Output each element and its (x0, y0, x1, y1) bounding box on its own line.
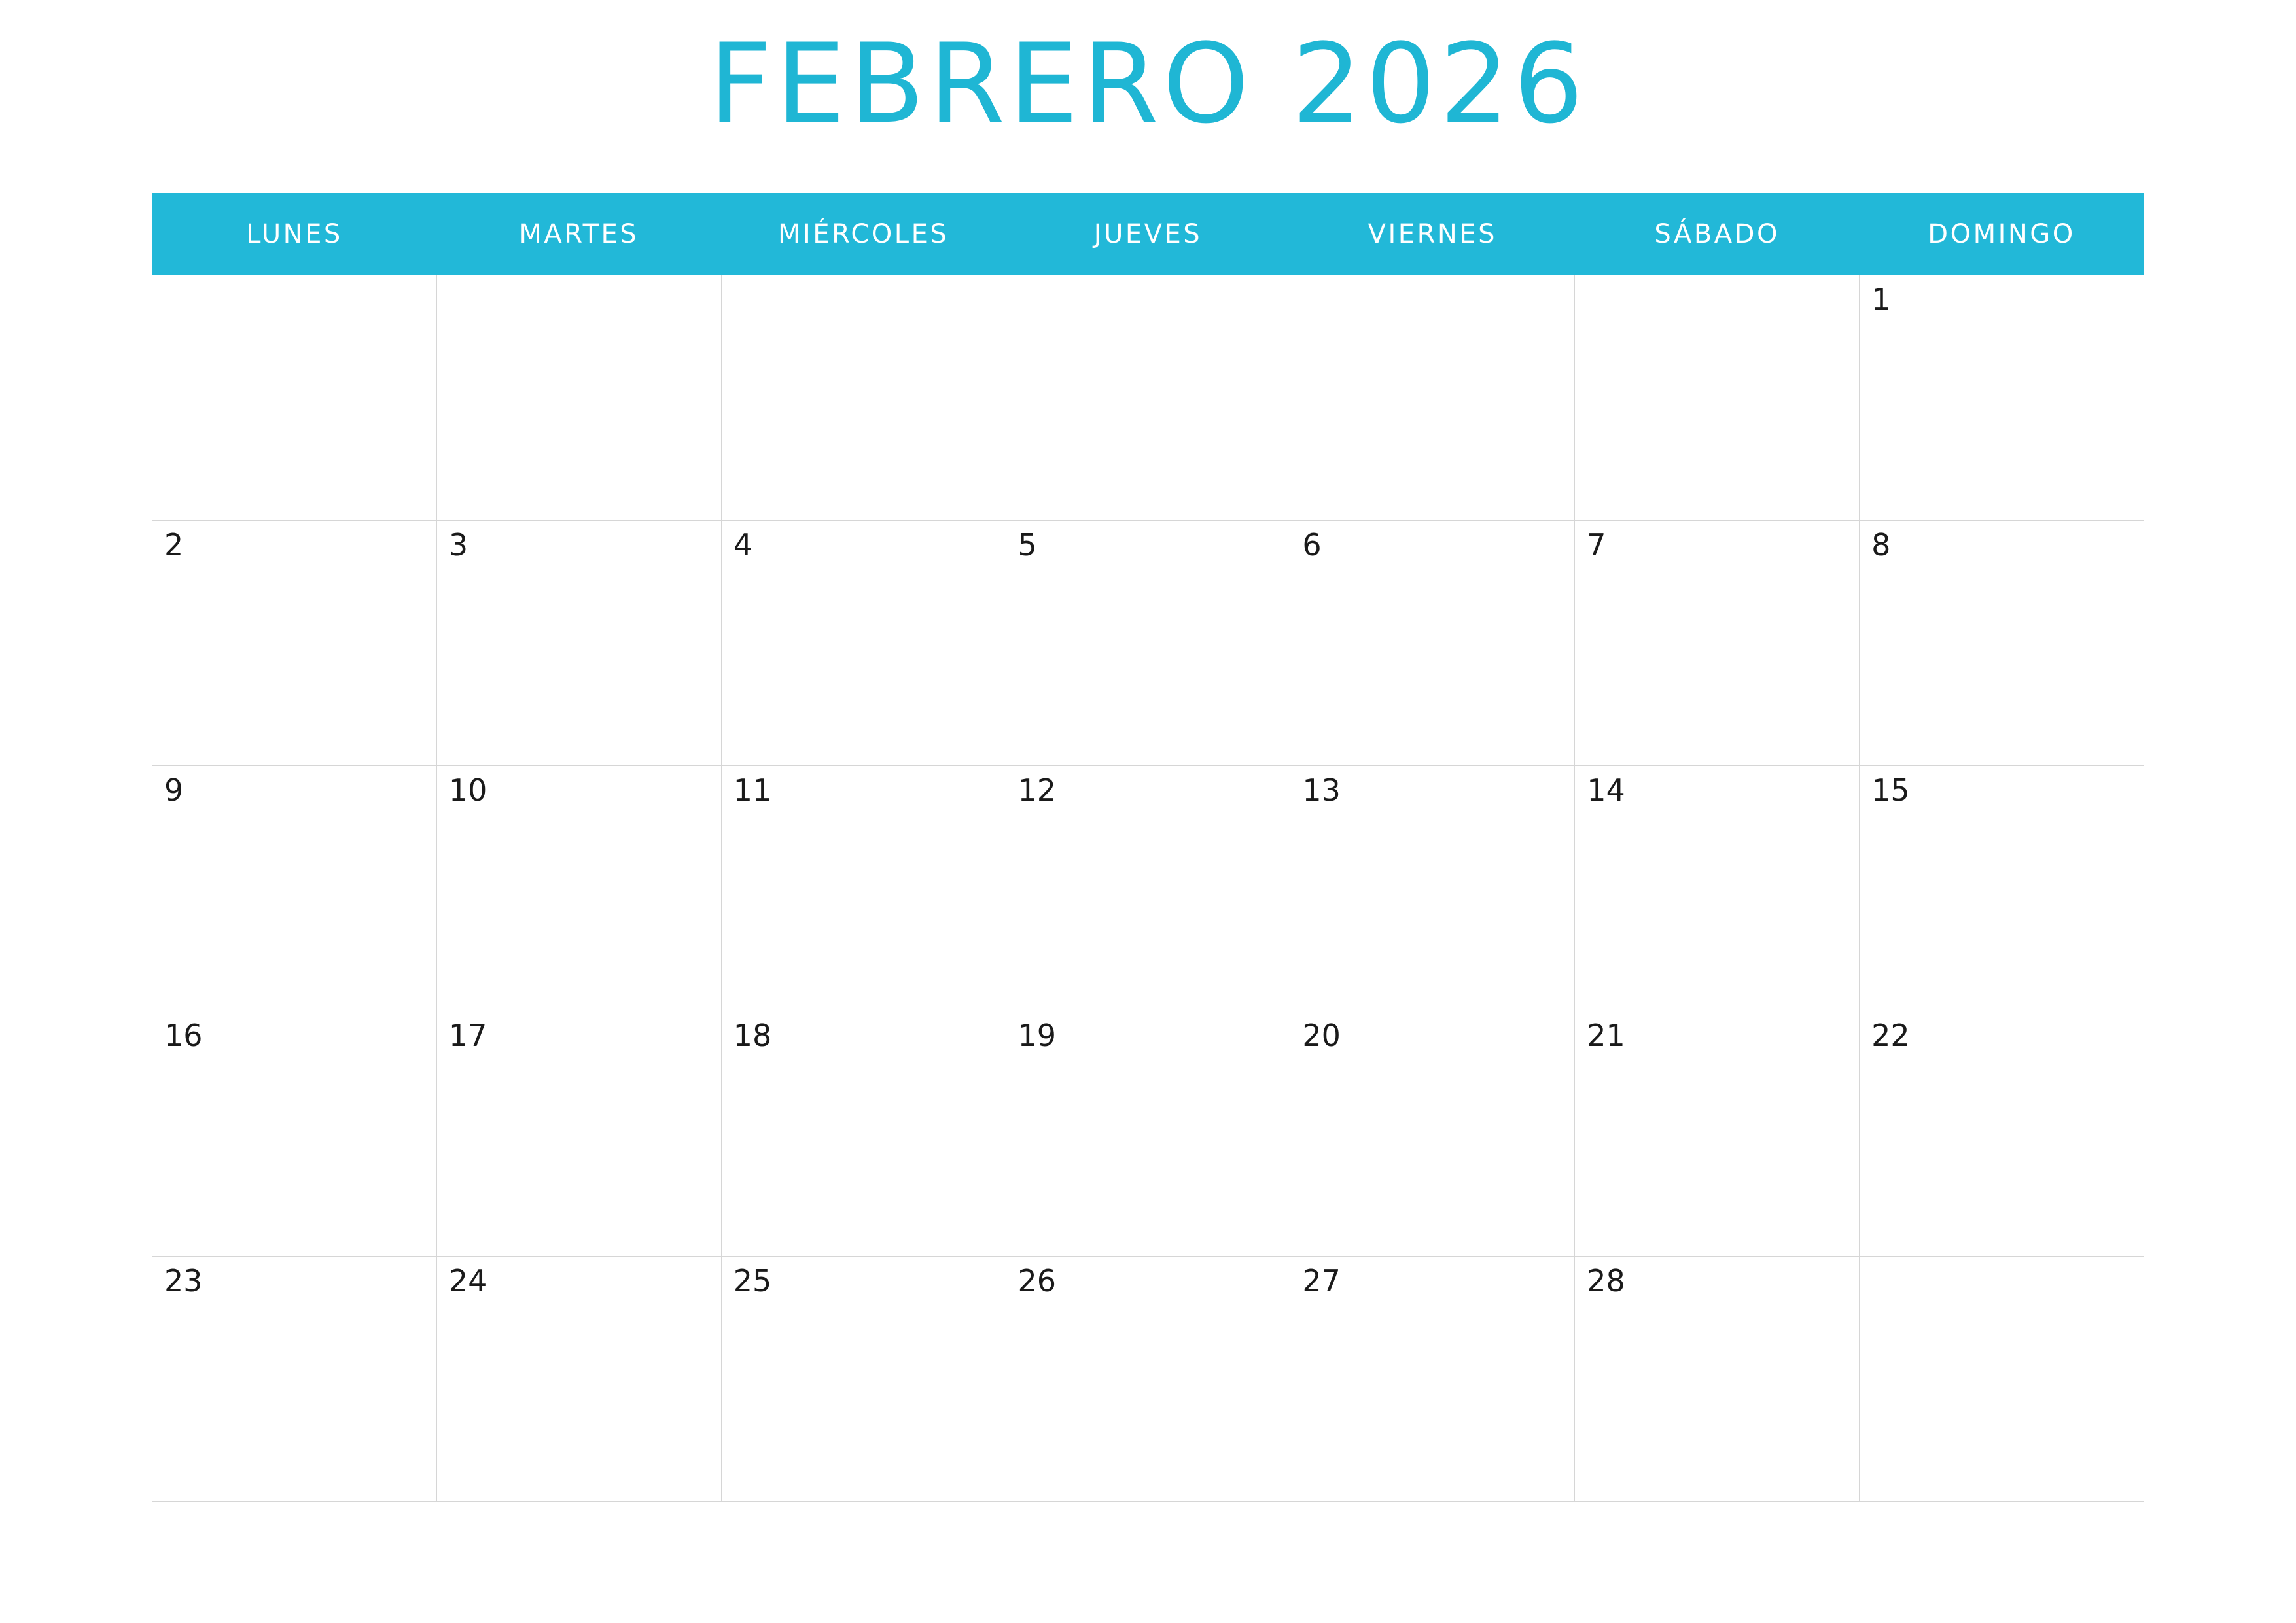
day-cell[interactable] (721, 521, 1006, 766)
day-cell[interactable] (1290, 1257, 1575, 1502)
day-number: 25 (733, 1263, 772, 1299)
day-number: 24 (448, 1263, 487, 1299)
day-cell[interactable] (152, 1011, 437, 1257)
day-cell[interactable] (1860, 766, 2144, 1011)
day-number: 22 (1871, 1018, 1910, 1053)
day-cell[interactable] (436, 766, 721, 1011)
day-cell[interactable] (1290, 766, 1575, 1011)
day-number: 11 (733, 773, 772, 808)
day-cell[interactable] (1006, 275, 1290, 521)
day-number: 18 (733, 1018, 772, 1053)
day-cell[interactable] (1575, 1011, 1860, 1257)
weekday-header-martes: MARTES (436, 194, 721, 275)
day-number: 1 (1871, 282, 1891, 317)
day-number: 14 (1587, 773, 1625, 808)
week-row (152, 1011, 2144, 1257)
day-cell[interactable] (152, 275, 437, 521)
day-cell[interactable] (1575, 766, 1860, 1011)
day-cell[interactable] (721, 275, 1006, 521)
day-number: 20 (1302, 1018, 1341, 1053)
weekday-header-row (152, 194, 2144, 275)
day-cell[interactable] (152, 766, 437, 1011)
weekday-header-domingo: DOMINGO (1860, 194, 2144, 275)
day-cell[interactable] (152, 521, 437, 766)
day-cell[interactable] (436, 275, 721, 521)
day-number: 12 (1017, 773, 1057, 808)
day-cell[interactable] (1006, 1011, 1290, 1257)
day-number: 6 (1302, 527, 1322, 563)
day-cell[interactable] (1575, 1257, 1860, 1502)
day-number: 21 (1587, 1018, 1625, 1053)
day-number: 16 (164, 1018, 203, 1053)
weekday-header-viernes: VIERNES (1290, 194, 1575, 275)
day-number: 4 (733, 527, 752, 563)
week-row (152, 521, 2144, 766)
day-number: 27 (1302, 1263, 1341, 1299)
day-number: 8 (1871, 527, 1891, 563)
day-number: 10 (448, 773, 487, 808)
day-cell[interactable] (1575, 275, 1860, 521)
day-number: 17 (448, 1018, 487, 1053)
week-row (152, 275, 2144, 521)
week-row (152, 766, 2144, 1011)
day-number: 13 (1302, 773, 1341, 808)
day-number: 15 (1871, 773, 1910, 808)
weekday-header-lunes: LUNES (152, 194, 437, 275)
day-cell[interactable] (1860, 275, 2144, 521)
weekday-header-jueves: JUEVES (1006, 194, 1290, 275)
day-cell[interactable] (436, 1257, 721, 1502)
day-cell[interactable] (721, 766, 1006, 1011)
day-cell[interactable] (721, 1011, 1006, 1257)
day-number: 26 (1017, 1263, 1057, 1299)
day-cell[interactable] (1290, 275, 1575, 521)
day-cell[interactable] (1290, 521, 1575, 766)
day-number: 2 (164, 527, 184, 563)
day-cell[interactable] (436, 1011, 721, 1257)
day-cell[interactable] (1575, 521, 1860, 766)
page-title: FEBRERO 2026 (709, 20, 1587, 148)
day-cell[interactable] (1006, 766, 1290, 1011)
day-number: 3 (448, 527, 468, 563)
day-number: 5 (1017, 527, 1037, 563)
day-cell[interactable] (721, 1257, 1006, 1502)
weekday-header-sabado: SÁBADO (1575, 194, 1860, 275)
day-cell[interactable] (436, 521, 721, 766)
weekday-header-miercoles: MIÉRCOLES (721, 194, 1006, 275)
month-grid (152, 193, 2144, 1502)
day-number: 7 (1587, 527, 1606, 563)
day-cell[interactable] (1860, 521, 2144, 766)
week-row (152, 1257, 2144, 1502)
day-cell[interactable] (1006, 521, 1290, 766)
day-number: 19 (1017, 1018, 1057, 1053)
day-cell[interactable] (152, 1257, 437, 1502)
day-number: 28 (1587, 1263, 1625, 1299)
day-number: 23 (164, 1263, 203, 1299)
day-cell[interactable] (1860, 1257, 2144, 1502)
day-number: 9 (164, 773, 184, 808)
day-cell[interactable] (1290, 1011, 1575, 1257)
day-cell[interactable] (1860, 1011, 2144, 1257)
day-cell[interactable] (1006, 1257, 1290, 1502)
